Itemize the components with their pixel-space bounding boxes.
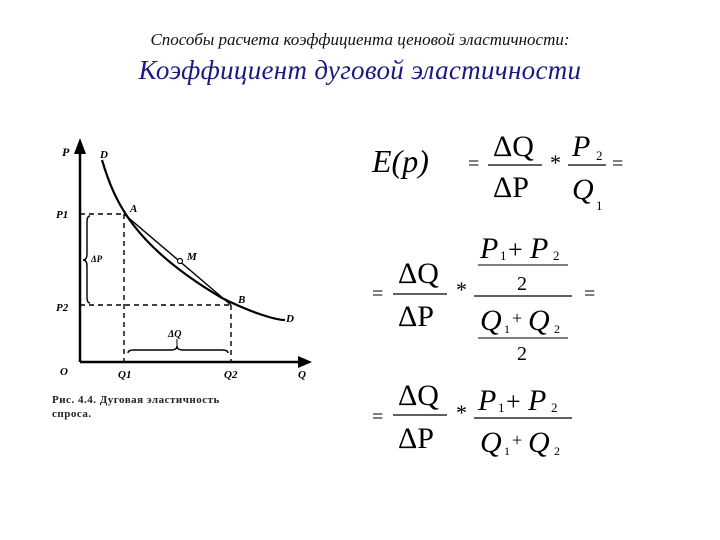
point-m — [178, 259, 183, 264]
r2-two-bottom: 2 — [517, 343, 527, 365]
r2-p2-sub: 2 — [553, 248, 560, 263]
r3-times: * — [456, 400, 467, 425]
q2-label: Q2 — [224, 369, 238, 381]
r3-plus-bottom: + — [512, 430, 523, 450]
delta-q-brace — [128, 346, 228, 353]
elasticity-formulas — [360, 120, 690, 465]
r2-plus-bottom: + — [512, 308, 523, 328]
r3-q2: Q — [528, 426, 550, 459]
r3-p1: P — [478, 384, 497, 417]
r3-q1: Q — [480, 426, 502, 459]
caption-line-2: спроса. — [52, 407, 92, 420]
r3-p2: P — [528, 384, 547, 417]
p2-label: P2 — [56, 302, 69, 314]
eq-2: = — [612, 153, 624, 175]
r1-q-sym: Q — [572, 173, 594, 206]
r2-p2: P — [530, 232, 549, 265]
r2-p1: P — [480, 232, 499, 265]
p-axis-label: P — [62, 145, 70, 159]
r1-p-sub: 2 — [596, 148, 603, 163]
r2-plus-top: + — [508, 235, 523, 264]
eq-1: = — [468, 153, 480, 175]
r2-delta-q: ΔQ — [398, 257, 439, 290]
delta-p-brace — [83, 216, 90, 303]
r1-times: * — [550, 150, 561, 175]
r3-plus-top: + — [506, 387, 521, 416]
caption-line-1: Рис. 4.4. Дуговая эластичность — [52, 394, 220, 406]
origin-label: O — [60, 366, 68, 378]
r1-p-sym: P — [572, 130, 591, 163]
r2-q1: Q — [480, 304, 502, 337]
q-axis-arrow — [298, 356, 312, 368]
demand-curve — [102, 160, 285, 320]
r2-two-top: 2 — [517, 273, 527, 295]
eq-3: = — [372, 283, 384, 305]
point-b-label: B — [238, 294, 246, 306]
point-m-label: M — [187, 251, 197, 263]
figure-caption — [52, 394, 322, 422]
slide-title: Коэффициент дуговой эластичности — [138, 55, 582, 85]
point-a-label: A — [130, 203, 138, 215]
p-axis-arrow — [74, 138, 86, 154]
delta-p-label: ΔP — [91, 254, 103, 264]
delta-q-label: ΔQ — [168, 329, 182, 340]
r3-q2-sub: 2 — [554, 444, 560, 458]
r3-delta-q: ΔQ — [398, 379, 439, 412]
eq-4: = — [584, 283, 596, 305]
r2-q2: Q — [528, 304, 550, 337]
r2-q1-sub: 1 — [504, 322, 510, 336]
eq-5: = — [372, 406, 384, 428]
d-bottom-label: D — [286, 313, 294, 325]
r1-q-sub: 1 — [596, 198, 603, 213]
e-label: E(p) — [372, 143, 429, 179]
r3-p1-sub: 1 — [498, 400, 505, 415]
r2-delta-p: ΔP — [398, 300, 434, 333]
r3-p2-sub: 2 — [551, 400, 558, 415]
p1-label: P1 — [56, 209, 69, 221]
r3-q1-sub: 1 — [504, 444, 510, 458]
r2-q2-sub: 2 — [554, 322, 560, 336]
r3-delta-p: ΔP — [398, 422, 434, 455]
r2-times: * — [456, 277, 467, 302]
r2-p1-sub: 1 — [500, 248, 507, 263]
d-top-label: D — [100, 149, 108, 161]
r1-delta-p: ΔP — [493, 171, 529, 204]
slide-subtitle: Способы расчета коэффициента ценовой эластичности: — [150, 30, 570, 49]
r1-delta-q: ΔQ — [493, 130, 534, 163]
q-axis-label: Q — [298, 369, 306, 381]
arc-elasticity-graph — [40, 130, 320, 390]
q1-label: Q1 — [118, 369, 132, 381]
